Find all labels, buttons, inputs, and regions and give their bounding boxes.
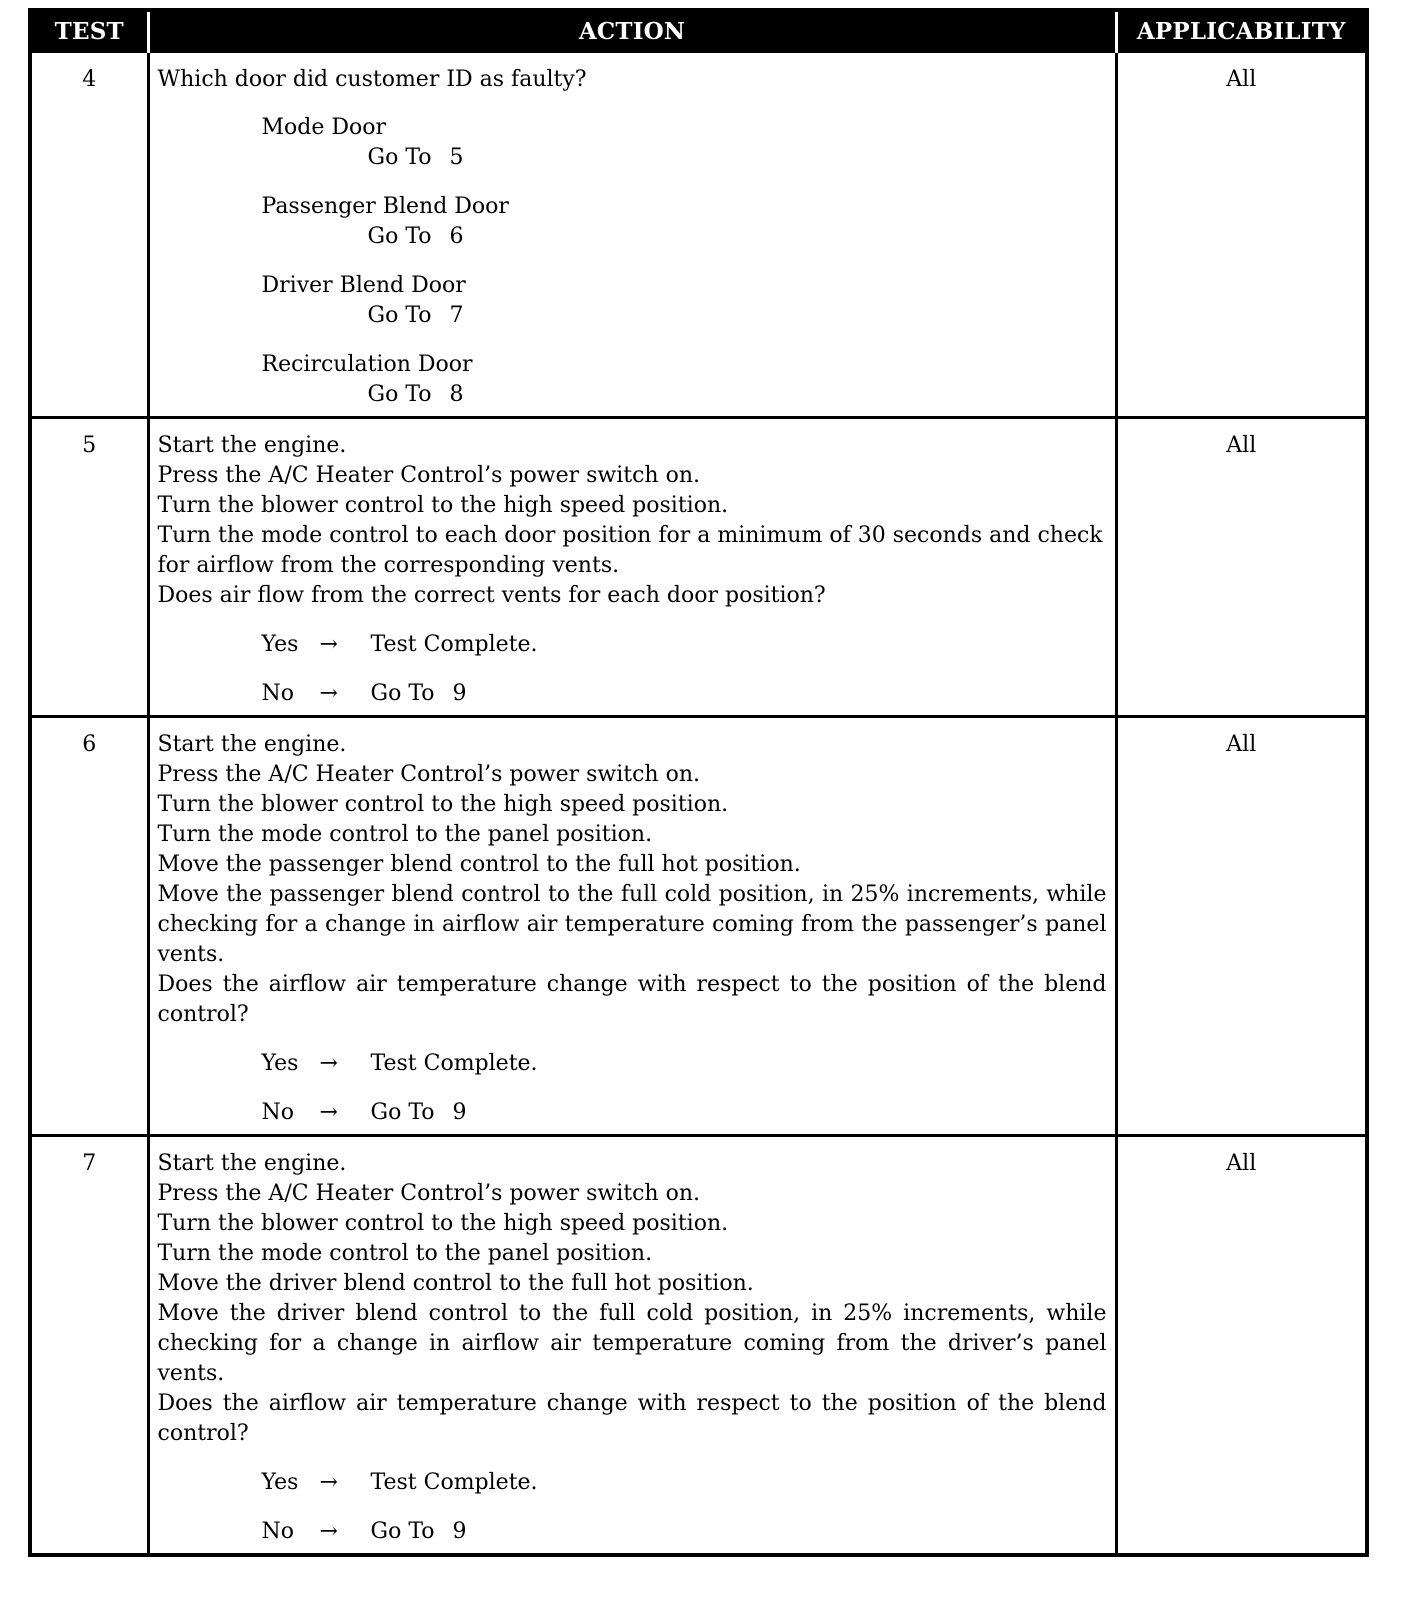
no-result: Go To <box>370 1519 435 1544</box>
action-line: Turn the blower control to the high speed position. <box>157 792 729 817</box>
header-action: ACTION <box>148 10 1116 52</box>
yes-result: Test Complete. <box>370 1051 538 1076</box>
yes-outcome <box>262 1049 1107 1079</box>
action-line: Move the passenger blend control to the full hot position. <box>157 852 801 877</box>
yes-label: Yes <box>261 632 299 657</box>
action-line: Start the engine. <box>157 732 347 757</box>
action-line: Move the driver blend control to the full cold position, in 25% increments, while checking for a change in airflow air temperature coming from the driver’s panel vents. <box>157 1301 1107 1386</box>
yes-label: Yes <box>261 1470 299 1495</box>
action-line: Move the passenger blend control to the full cold position, in 25% increments, while checking for a change in airflow air temperature coming from the passenger’s panel vents. <box>157 882 1107 967</box>
yes-label: Yes <box>261 1051 299 1076</box>
table-header-row <box>30 10 1367 52</box>
action-line: for airflow from the corresponding vents. <box>157 553 620 578</box>
goto-text: Go To <box>367 303 432 328</box>
table-row <box>30 1136 1367 1556</box>
yes-result: Test Complete. <box>370 1470 538 1495</box>
option-goto <box>368 380 1107 410</box>
option-label: Mode Door <box>261 115 387 140</box>
action-line: Does air flow from the correct vents for each door position? <box>157 583 826 608</box>
action-cell <box>148 1136 1116 1556</box>
action-line: Press the A/C Heater Control’s power switch on. <box>157 1181 700 1206</box>
action-cell <box>148 717 1116 1136</box>
action-line: Press the A/C Heater Control’s power switch on. <box>157 762 700 787</box>
test-number: 5 <box>30 418 148 717</box>
no-result: Go To <box>370 681 435 706</box>
no-outcome <box>262 1517 1107 1547</box>
goto-number: 8 <box>449 382 464 407</box>
action-question: Which door did customer ID as faulty? <box>157 67 587 92</box>
table-row <box>30 717 1367 1136</box>
option-label: Driver Blend Door <box>261 273 466 298</box>
table-row <box>30 52 1367 418</box>
action-line: Turn the blower control to the high speed position. <box>157 1211 729 1236</box>
no-label: No <box>261 681 294 706</box>
yes-result: Test Complete. <box>370 632 538 657</box>
right-arrow-icon: → <box>319 1470 338 1495</box>
applicability-value: All <box>1116 1136 1367 1556</box>
action-line: Turn the mode control to each door position for a minimum of 30 seconds and check <box>157 523 1103 548</box>
action-line: Turn the mode control to the panel position. <box>157 822 653 847</box>
action-line: Start the engine. <box>157 1151 347 1176</box>
action-cell <box>148 52 1116 418</box>
table-row <box>30 418 1367 717</box>
applicability-value: All <box>1116 717 1367 1136</box>
action-line: Start the engine. <box>157 433 347 458</box>
test-number: 7 <box>30 1136 148 1556</box>
yes-outcome <box>262 1468 1107 1498</box>
header-applicability: APPLICABILITY <box>1116 10 1367 52</box>
goto-number: 9 <box>452 1519 467 1544</box>
applicability-value: All <box>1116 418 1367 717</box>
no-outcome <box>262 1098 1107 1128</box>
action-line: Turn the mode control to the panel position. <box>157 1241 653 1266</box>
no-outcome <box>262 679 1107 709</box>
right-arrow-icon: → <box>319 1519 338 1544</box>
action-line: Does the airflow air temperature change with respect to the position of the blend control? <box>157 1391 1107 1446</box>
header-test: TEST <box>30 10 148 52</box>
goto-number: 6 <box>449 224 464 249</box>
option-goto <box>368 222 1107 252</box>
goto-text: Go To <box>367 145 432 170</box>
applicability-value: All <box>1116 52 1367 418</box>
action-line: Move the driver blend control to the full hot position. <box>157 1271 754 1296</box>
action-cell <box>148 418 1116 717</box>
no-label: No <box>261 1519 294 1544</box>
right-arrow-icon: → <box>319 1100 338 1125</box>
test-number: 4 <box>30 52 148 418</box>
goto-number: 5 <box>449 145 464 170</box>
option-goto <box>368 143 1107 173</box>
diagnostic-test-table <box>28 8 1369 1557</box>
option-label: Recirculation Door <box>261 352 473 377</box>
goto-text: Go To <box>367 224 432 249</box>
goto-number: 9 <box>452 1100 467 1125</box>
option-label: Passenger Blend Door <box>261 194 509 219</box>
right-arrow-icon: → <box>319 1051 338 1076</box>
option-goto <box>368 301 1107 331</box>
action-line: Does the airflow air temperature change with respect to the position of the blend control? <box>157 972 1107 1027</box>
action-line: Press the A/C Heater Control’s power switch on. <box>157 463 700 488</box>
test-number: 6 <box>30 717 148 1136</box>
goto-number: 7 <box>449 303 464 328</box>
right-arrow-icon: → <box>319 681 338 706</box>
no-result: Go To <box>370 1100 435 1125</box>
goto-number: 9 <box>452 681 467 706</box>
goto-text: Go To <box>367 382 432 407</box>
no-label: No <box>261 1100 294 1125</box>
action-line: Turn the blower control to the high speed position. <box>157 493 729 518</box>
yes-outcome <box>262 630 1107 660</box>
right-arrow-icon: → <box>319 632 338 657</box>
